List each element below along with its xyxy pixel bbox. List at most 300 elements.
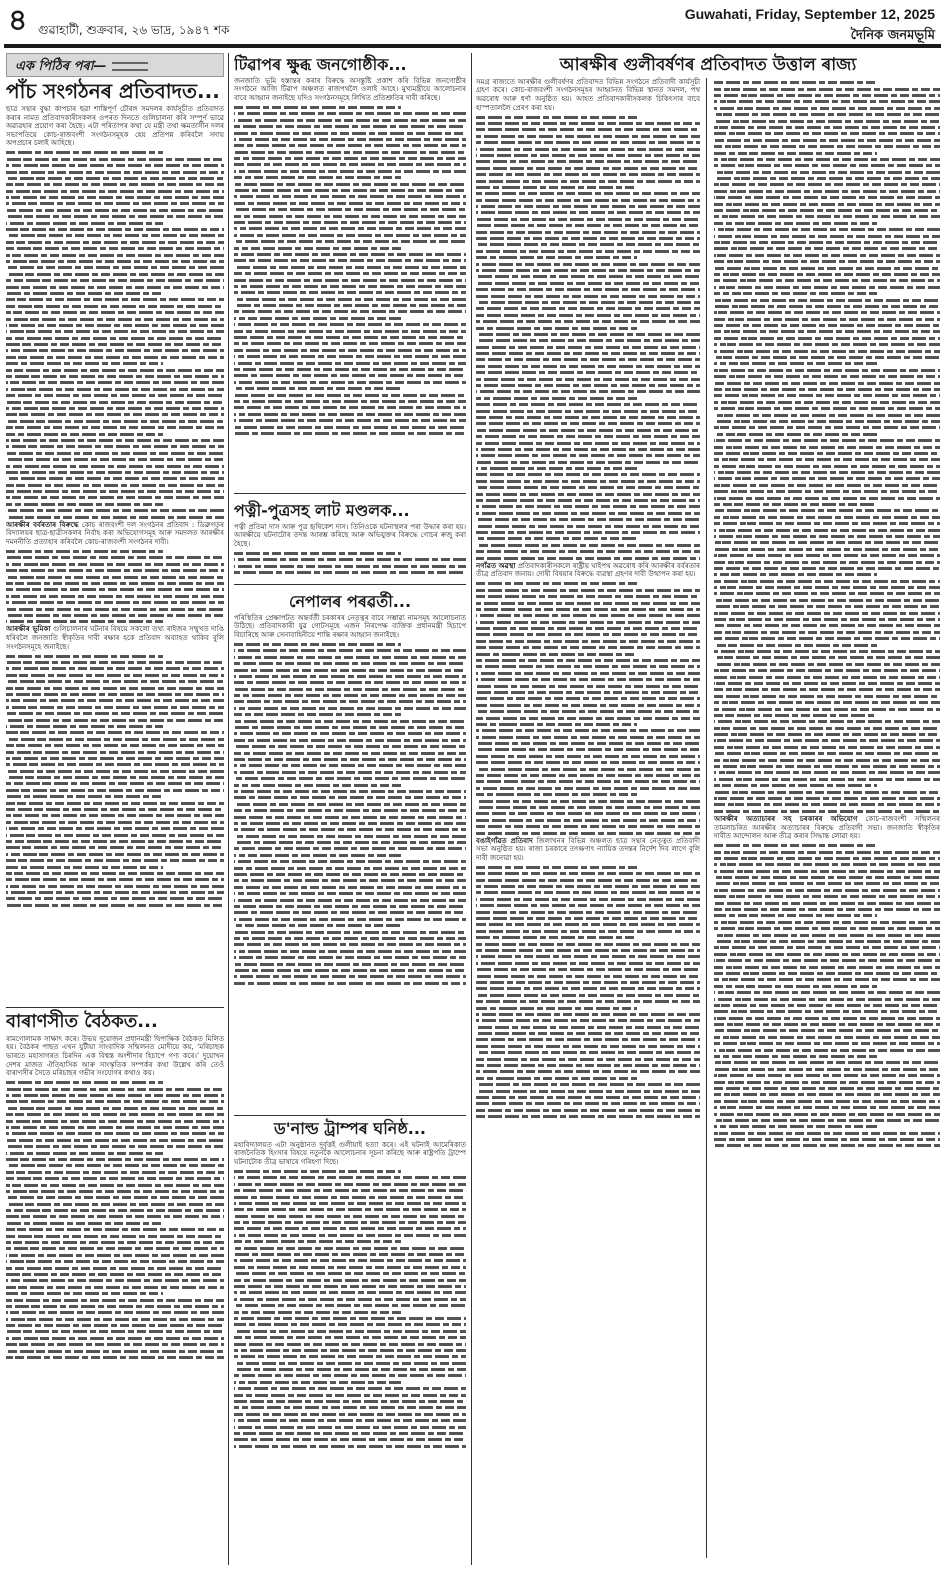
text-line [6, 407, 224, 410]
text-line [6, 1356, 224, 1359]
text-line [6, 576, 224, 579]
text-line [6, 164, 224, 167]
text-line [234, 700, 466, 703]
text-line [6, 1120, 224, 1123]
text-line [234, 732, 466, 735]
text-line [714, 733, 940, 736]
text-line [6, 674, 224, 677]
text-line [234, 419, 466, 422]
headline: পত্নী-পুত্ৰসহ লাট মণ্ডলক... [234, 501, 410, 520]
text-line [234, 234, 466, 237]
text-line [714, 1023, 940, 1026]
text-line [234, 1323, 466, 1326]
text-line [234, 1170, 401, 1173]
text-line [234, 669, 466, 672]
text-line [6, 426, 224, 429]
text-line [234, 125, 466, 128]
text-line [234, 336, 466, 339]
text-line [714, 1081, 940, 1084]
text-line [234, 1304, 466, 1307]
text-line [234, 1330, 466, 1333]
text-line [234, 943, 466, 946]
text-line [6, 1171, 224, 1174]
subhead: আৰক্ষীৰ অত্যাচাৰৰ সহ চৰকাৰৰ অভিযোগ [714, 813, 858, 823]
text-line [476, 748, 700, 751]
text-line [714, 362, 877, 365]
article-text-block [234, 643, 466, 985]
text-line [476, 1102, 700, 1105]
text-line [234, 1285, 466, 1288]
text-line [476, 710, 700, 713]
text-line [714, 407, 940, 410]
text-line [6, 699, 224, 702]
text-line [476, 1045, 700, 1048]
text-line [6, 260, 224, 263]
text-line [6, 254, 224, 257]
text-line [714, 797, 940, 800]
text-line [6, 439, 224, 442]
text-line [714, 509, 940, 512]
text-line [476, 582, 637, 585]
headline: বাৰাণসীত বৈঠকত... [6, 1011, 158, 1032]
column-1 [6, 53, 224, 1565]
text-line [476, 1038, 700, 1041]
text-line [234, 259, 466, 262]
text-line [6, 516, 224, 519]
text-line [714, 946, 940, 949]
text-line [714, 529, 940, 532]
text-line [234, 355, 466, 358]
text-line [234, 1189, 466, 1192]
text-line [234, 1298, 466, 1301]
text-line [234, 1176, 466, 1179]
text-line [714, 959, 940, 962]
text-line [476, 872, 700, 875]
text-line [234, 681, 466, 684]
text-line [476, 327, 637, 330]
text-line [6, 1132, 224, 1135]
text-line [476, 936, 637, 939]
text-line [234, 1387, 466, 1390]
text-line [714, 94, 940, 97]
text-line [476, 723, 637, 726]
text-line [234, 847, 466, 850]
text-line [714, 120, 940, 123]
text-line [234, 828, 466, 831]
text-line [476, 269, 700, 272]
text-line [234, 649, 466, 652]
text-line [476, 154, 700, 157]
text-line [6, 452, 224, 455]
text-line [714, 663, 940, 666]
text-line [6, 731, 224, 734]
text-line [476, 473, 700, 476]
text-line [476, 812, 700, 815]
text-line [6, 712, 224, 715]
text-line [6, 228, 224, 231]
text-line [234, 310, 466, 313]
text-line [6, 1177, 224, 1180]
text-line [476, 930, 700, 933]
text-line [6, 620, 163, 623]
text-line [6, 821, 224, 824]
text-line [476, 602, 700, 605]
text-line [714, 612, 940, 615]
text-line [234, 643, 401, 646]
article-body [234, 77, 466, 435]
text-line [234, 253, 466, 256]
text-line [476, 981, 700, 984]
text-line [714, 998, 940, 1001]
text-line [714, 1132, 940, 1135]
text-line [714, 1017, 940, 1020]
text-line [6, 222, 163, 225]
text-line [6, 1113, 224, 1116]
story-nepal [234, 590, 466, 1110]
text-line [714, 490, 940, 493]
lead-paragraph: মহাবিদ্যালয়ত এটা অনুষ্ঠানত দুৰ্বৃত্তই গুলীয়াই হত্যা কৰে। এই ঘটনাই আমেৰিকাত ৰাজনৈতিক হিংসাৰ বিষয়ে নতুনকৈ আলোচনাৰ সূচনা কৰিছে আৰু ৰাষ্ট্ৰপতি ট্ৰাম্পে ঘটনাটোক তীব্ৰ ভাষাৰে গৰিহণা দিছে। [234, 1140, 466, 1166]
text-line [476, 237, 700, 240]
text-line [714, 631, 940, 634]
text-line [234, 777, 466, 780]
text-line [6, 324, 224, 327]
text-line [476, 263, 700, 266]
text-line [234, 571, 466, 574]
text-line [714, 273, 940, 276]
text-line [714, 966, 940, 969]
text-line [476, 1096, 700, 1099]
text-line [476, 1026, 700, 1029]
text-line [476, 371, 700, 374]
text-line [476, 505, 700, 508]
text-line [476, 736, 700, 739]
subcolumn-divider [706, 78, 707, 1558]
text-line [476, 793, 637, 796]
text-line [476, 819, 700, 822]
text-line [234, 189, 466, 192]
text-line [476, 148, 700, 151]
text-line [476, 879, 700, 882]
text-line [714, 624, 940, 627]
text-line [714, 350, 940, 353]
text-line [714, 203, 940, 206]
text-line [6, 509, 224, 512]
text-line [476, 923, 700, 926]
text-line [714, 139, 940, 142]
text-line [6, 234, 224, 237]
text-line [714, 656, 940, 659]
story-tiwa-community [234, 53, 466, 488]
bengali-date-line: গুৱাহাটী, শুক্ৰবাৰ, ২৬ ভাদ্ৰ, ১৯৪৭ শক [38, 23, 230, 37]
subhead: আৰক্ষীৰ বৰ্বৰতাৰ বিৰুদ্ধে [6, 519, 79, 529]
text-line [476, 608, 700, 611]
paragraph: গুলিচালনাৰ ঘটনাৰ বিষয়ে সকলো তথ্য ৰাইজৰ সন্মুখত দাঙি ধৰিবলৈ জনজাতি স্বীকৃতিৰ দাবী ৰক্ষাৰ হকে প্ৰতিবাদ অব্যাহত থাকিব বুলি সংগঠনসমূহে জনাইছে। [6, 625, 224, 651]
article-text-block [6, 550, 224, 623]
text-line [234, 886, 466, 889]
text-line [6, 1107, 224, 1110]
text-line [714, 1100, 940, 1103]
text-line [714, 637, 940, 640]
text-line [6, 343, 224, 346]
text-line [234, 1400, 466, 1403]
text-line [714, 985, 877, 988]
text-line [714, 889, 940, 892]
text-line [234, 106, 401, 109]
text-line [234, 707, 466, 710]
text-line [234, 1202, 466, 1205]
text-line [234, 1291, 466, 1294]
text-line [476, 1032, 700, 1035]
text-line [6, 458, 224, 461]
lead-paragraph: পত্নী প্ৰতিমা দাস আৰু পুত্ৰ হৃষিকেশ দাস। তিনিওকে ঘটনাস্থলৰ পৰা উদ্ধাৰ কৰা হয়। আৰক্ষীয়ে ঘটনাটোৰ তদন্ত আৰম্ভ কৰিছে আৰু অভিযুক্তৰ বিৰুদ্ধে গোচৰ ৰুজু কৰা হৈছে। [234, 522, 466, 548]
text-line [714, 1144, 940, 1147]
text-line [476, 1064, 700, 1067]
article-body [234, 1141, 466, 1448]
text-line [234, 291, 466, 294]
text-line [6, 1126, 224, 1129]
english-date-line: Guwahati, Friday, September 12, 2025 [684, 6, 935, 22]
text-line [6, 477, 224, 480]
text-line [476, 384, 700, 387]
text-line [234, 956, 466, 959]
text-line [6, 866, 163, 869]
text-line [6, 601, 224, 604]
column-3 [476, 53, 940, 1565]
story-divider [234, 493, 466, 494]
text-line [6, 808, 224, 811]
text-line [234, 1279, 466, 1282]
article-text-block [6, 655, 224, 907]
text-line [714, 882, 940, 885]
text-line [6, 349, 224, 352]
text-line [6, 420, 224, 423]
text-line [6, 814, 224, 817]
text-line [6, 177, 224, 180]
text-line [6, 795, 163, 798]
text-line [6, 595, 224, 598]
text-line [6, 484, 224, 487]
text-line [6, 897, 224, 900]
text-line [714, 222, 877, 225]
text-line [6, 356, 224, 359]
text-line [476, 116, 637, 119]
text-line [6, 1209, 224, 1212]
text-line [714, 497, 940, 500]
text-line [476, 128, 700, 131]
text-line [476, 390, 700, 393]
text-line [714, 260, 940, 263]
text-line [476, 160, 700, 163]
text-line [234, 918, 466, 921]
text-line [6, 1279, 224, 1282]
text-line [234, 1311, 401, 1314]
text-line [234, 771, 466, 774]
text-line [476, 761, 700, 764]
text-line [714, 158, 940, 161]
text-line [6, 789, 224, 792]
paragraph: প্ৰতিবাদকাৰীসকলে ৰাষ্ট্ৰীয় ঘাইপথ অৱৰোধ কৰি আৰক্ষীৰ বৰ্বৰতাৰ তীব্ৰ প্ৰতিবাদ জনায়। দোষী বিষয়াৰ বিৰুদ্ধে ব্যৱস্থা গ্ৰহণৰ দাবী উত্থাপন কৰা হয়। [476, 561, 700, 579]
text-line [476, 135, 700, 138]
text-line [6, 1337, 224, 1340]
text-line [234, 822, 466, 825]
text-line [6, 1094, 224, 1097]
text-line [476, 435, 700, 438]
text-line [714, 921, 940, 924]
text-line [6, 1100, 224, 1103]
text-line [476, 717, 700, 720]
text-line [476, 1083, 700, 1086]
text-line [714, 618, 940, 621]
text-line [714, 107, 940, 110]
text-line [714, 241, 940, 244]
text-line [234, 803, 466, 806]
article-subcolumn-2 [714, 78, 940, 1150]
text-line [714, 644, 877, 647]
text-line [476, 825, 700, 828]
text-line [476, 282, 700, 285]
text-line [714, 676, 940, 679]
text-line [714, 701, 940, 704]
text-line [714, 1029, 940, 1032]
text-line [714, 1004, 940, 1007]
text-line [234, 1253, 466, 1256]
paragraph: কোচ-ৰাজবংশী সন্মিলনৰ তামলাচৰিত আৰক্ষীৰ অত্যাচাৰৰ বিৰুদ্ধে প্ৰতিবাদী সভা। জনজাতি স্বীকৃতিৰ দাবীত আন্দোলন আৰু তীব্ৰ কৰাৰ সিদ্ধান্ত লোৱা হয়। [714, 814, 940, 841]
text-line [6, 1273, 224, 1276]
header-rule [4, 44, 941, 48]
text-line [476, 904, 700, 907]
story-five-organisations [6, 77, 224, 1002]
text-line [6, 569, 224, 572]
text-line [476, 205, 700, 208]
text-line [476, 365, 700, 368]
text-line [476, 333, 700, 336]
text-line [6, 433, 163, 436]
text-line [6, 1286, 224, 1289]
text-line [476, 697, 700, 700]
story-trump-aide [234, 1121, 466, 1448]
paragraph: কোচ ৰাজবংশী দল সংগঠনৰ প্ৰতিবাদ : ডিব্ৰুগড়ৰ বিদ্যালয়ৰ ছাত্ৰ-ছাত্ৰীসকলৰ নিৰ্বাহ কৰা অভিযোগসমূহ আৰু সমদলত আৰক্ষীৰ দমননীতি প্ৰত্যাহাৰ কৰিবলৈ কোচ-ৰাজবংশী সংগঠনৰ দাবী। [6, 520, 224, 546]
text-line [714, 356, 940, 359]
text-line [6, 1196, 224, 1199]
text-line [476, 231, 700, 234]
text-line [714, 439, 940, 442]
text-line [714, 1106, 940, 1109]
text-line [6, 305, 224, 308]
text-line [234, 860, 466, 863]
text-line [476, 448, 700, 451]
article-subcolumn-1 [476, 78, 700, 1121]
text-line [234, 1426, 466, 1429]
article-text-block [6, 151, 224, 518]
text-line [714, 286, 940, 289]
text-line [476, 672, 700, 675]
text-line [234, 1240, 401, 1243]
text-line [6, 1254, 224, 1257]
text-line [714, 113, 940, 116]
text-line [476, 832, 700, 835]
text-line [6, 776, 224, 779]
text-line [234, 1394, 466, 1397]
text-line [476, 755, 700, 758]
text-line [6, 171, 224, 174]
text-line [476, 397, 637, 400]
text-line [476, 537, 637, 540]
text-line [714, 1074, 940, 1077]
text-line [714, 752, 940, 755]
text-line [714, 650, 940, 653]
text-line [234, 317, 401, 320]
text-line [714, 388, 940, 391]
text-line [234, 157, 466, 160]
text-line [234, 1196, 466, 1199]
column-divider [228, 53, 229, 1565]
text-line [476, 250, 700, 253]
text-line [714, 1042, 940, 1045]
paragraph: জিলাখনৰ বিভিন্ন অঞ্চলত ছাত্ৰ সন্থাৰ নেতৃত্বত প্ৰতিবাদী সভা অনুষ্ঠিত হয়। ৰাজ্য চৰকাৰে তৎক্ষণাৎ ন্যায়িক তদন্তৰ নিৰ্দেশ দিব লাগে বুলি দাবী জনোৱা হয়। [476, 836, 700, 862]
text-line [714, 972, 940, 975]
text-line [476, 742, 700, 745]
text-line [476, 780, 700, 783]
text-line [714, 1087, 940, 1090]
text-line [234, 558, 466, 561]
text-line [476, 621, 700, 624]
lead-paragraph: জনজাতি ভূমি হস্তান্তৰ কৰাৰ বিৰুদ্ধে অসন্তুষ্টি প্ৰকাশ কৰি বিভিন্ন জনগোষ্ঠীৰ সংগঠনে আজি টিৱাপ অঞ্চলত ৰাজপথলৈ ওলাই আহে। মুখ্যমন্ত্ৰীয়ে আলোচনাৰ বাবে আহ্বান জনাইছে যদিও সংগঠনসমূহে লিখিত প্ৰতিশ্ৰুতিৰ দাবী কৰিছে। [234, 76, 466, 102]
masthead: দৈনিক জনমভূমি [850, 28, 935, 43]
text-line [714, 196, 940, 199]
text-line [234, 285, 466, 288]
text-line [476, 275, 700, 278]
text-line [714, 778, 940, 781]
text-line [6, 588, 224, 591]
subhead: আৰক্ষীৰ ভূমিকা [6, 624, 51, 634]
text-line [476, 339, 700, 342]
column-2 [234, 53, 466, 1565]
text-line [234, 975, 466, 978]
text-line [234, 144, 466, 147]
text-line [234, 835, 466, 838]
text-line [234, 304, 466, 307]
text-line [476, 499, 700, 502]
text-line [476, 1090, 700, 1093]
text-line [714, 844, 877, 847]
text-line [476, 1013, 700, 1016]
text-line [476, 665, 700, 668]
text-line [234, 1208, 466, 1211]
text-line [714, 433, 877, 436]
text-line [6, 834, 224, 837]
text-line [714, 1125, 877, 1128]
text-line [714, 267, 940, 270]
text-line [234, 745, 466, 748]
text-line [714, 292, 877, 295]
text-line [714, 914, 877, 917]
text-line [234, 394, 466, 397]
text-line [6, 738, 224, 741]
text-line [6, 465, 224, 468]
text-line [234, 867, 466, 870]
text-line [6, 693, 224, 696]
text-line [234, 1343, 466, 1346]
text-line [234, 227, 466, 230]
text-line [6, 1190, 224, 1193]
text-line [6, 190, 224, 193]
text-line [476, 186, 637, 189]
text-line [6, 1260, 224, 1263]
text-line [6, 1215, 224, 1218]
story-divider [234, 584, 466, 585]
text-line [476, 218, 700, 221]
text-line [6, 362, 163, 365]
